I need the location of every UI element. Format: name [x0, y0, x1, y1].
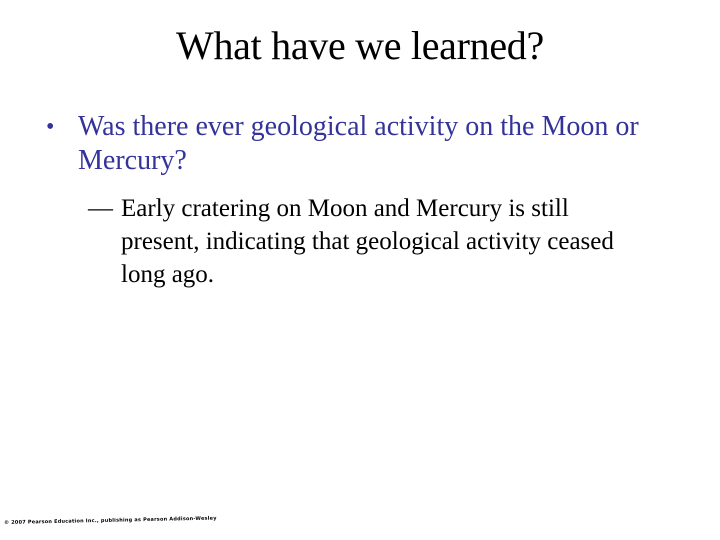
copyright-notice: © 2007 Pearson Education Inc., publishing as Pearson Addison-Wesley — [4, 515, 217, 526]
bullet-item — [46, 110, 666, 178]
sub-bullet-marker: — — [88, 195, 113, 222]
slide-title: What have we learned? — [176, 23, 544, 68]
bullet-text: Was there ever geological activity on the Moon or Mercury? — [78, 111, 639, 176]
sub-bullet-text: Early cratering on Moon and Mercury is still present, indicating that geological activity ceased long ago. — [121, 195, 614, 288]
sub-bullet-item — [88, 192, 648, 291]
bullet-marker: • — [46, 114, 55, 140]
